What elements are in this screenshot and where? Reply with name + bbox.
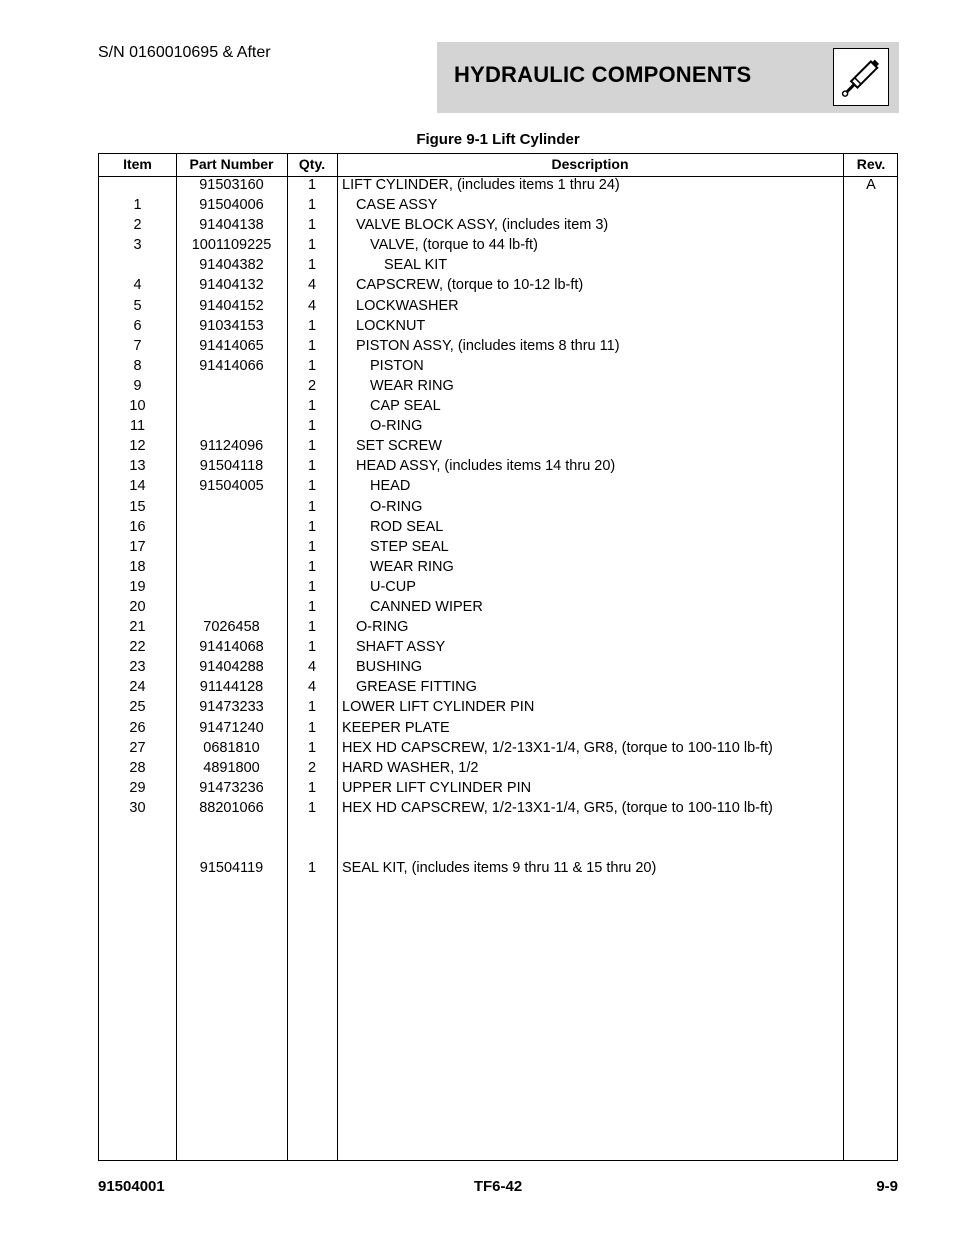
- table-row: [99, 476, 897, 496]
- cell-description: WEAR RING: [370, 377, 454, 394]
- cell-description: VALVE, (torque to 44 lb-ft): [370, 237, 538, 254]
- cell-part-number: 0681810: [203, 739, 260, 756]
- cell-description: LOCKWASHER: [356, 297, 459, 314]
- column-header-part-number: Part Number: [189, 156, 274, 172]
- footer-part-number: 91504001: [98, 1178, 165, 1195]
- cell-part-number: 91144128: [199, 679, 264, 696]
- table-row: [99, 436, 897, 456]
- cell-qty: 1: [307, 458, 317, 475]
- cell-qty: 1: [307, 639, 317, 656]
- table-row: [99, 818, 897, 838]
- cell-part-number: 91404382: [199, 257, 264, 274]
- cell-description: HARD WASHER, 1/2: [342, 759, 479, 776]
- cell-part-number: 91404152: [199, 297, 264, 314]
- cell-description: U-CUP: [370, 578, 416, 595]
- cell-qty: 1: [307, 719, 317, 736]
- cell-description: SHAFT ASSY: [356, 639, 446, 656]
- cell-description: UPPER LIFT CYLINDER PIN: [342, 779, 532, 796]
- cell-part-number: 91034153: [199, 317, 264, 334]
- section-banner: [437, 42, 899, 113]
- cell-part-number: 1001109225: [191, 237, 272, 254]
- table-row: [99, 637, 897, 657]
- footer-page-number: 9-9: [876, 1178, 898, 1195]
- cell-qty: 1: [307, 177, 317, 193]
- cell-qty: 1: [307, 197, 317, 214]
- cell-qty: 1: [307, 257, 317, 274]
- cell-qty: 1: [307, 598, 317, 615]
- cell-part-number: 91504006: [199, 197, 264, 214]
- cell-part-number: 91503160: [199, 177, 264, 193]
- table-row: [99, 416, 897, 436]
- cell-item: 10: [129, 398, 146, 415]
- cell-item: 3: [133, 237, 142, 254]
- table-row: [99, 657, 897, 677]
- cell-description: HEAD ASSY, (includes items 14 thru 20): [356, 458, 616, 475]
- cell-description: KEEPER PLATE: [342, 719, 450, 736]
- cell-description: SET SCREW: [356, 438, 442, 455]
- cell-item: 9: [133, 377, 142, 394]
- cell-description: VALVE BLOCK ASSY, (includes item 3): [356, 217, 609, 234]
- table-row: [99, 255, 897, 275]
- cell-qty: 1: [307, 337, 317, 354]
- cell-description: CANNED WIPER: [370, 598, 483, 615]
- table-row: [99, 557, 897, 577]
- cell-part-number: 91404288: [199, 659, 264, 676]
- cell-item: 20: [129, 598, 146, 615]
- cell-qty: 1: [307, 739, 317, 756]
- cell-description: ROD SEAL: [370, 518, 444, 535]
- table-row: [99, 597, 897, 617]
- cell-description: CAPSCREW, (torque to 10-12 lb-ft): [356, 277, 584, 294]
- cell-description: BUSHING: [356, 659, 423, 676]
- table-row: [99, 336, 897, 356]
- table-row: [99, 275, 897, 295]
- cell-qty: 1: [307, 418, 317, 435]
- cell-item: 18: [129, 558, 146, 575]
- cell-item: 21: [129, 619, 146, 636]
- cell-description: O-RING: [356, 619, 409, 636]
- cell-qty: 1: [307, 578, 317, 595]
- cell-qty: 1: [307, 217, 317, 234]
- table-row: [99, 456, 897, 476]
- column-header-description: Description: [551, 156, 629, 172]
- cell-rev: A: [866, 177, 876, 193]
- cell-description: WEAR RING: [370, 558, 454, 575]
- cell-part-number: 4891800: [203, 759, 260, 776]
- cell-description: PISTON ASSY, (includes items 8 thru 11): [356, 337, 620, 354]
- table-row: [99, 798, 897, 818]
- table-row: [99, 577, 897, 597]
- table-row: [99, 376, 897, 396]
- cell-qty: 1: [307, 518, 317, 535]
- table-row: [99, 677, 897, 697]
- column-header-item: Item: [123, 156, 152, 172]
- cell-qty: 1: [307, 237, 317, 254]
- cell-qty: 1: [307, 438, 317, 455]
- cell-item: 8: [133, 357, 142, 374]
- cell-qty: 1: [307, 357, 317, 374]
- table-row: [99, 718, 897, 738]
- table-row: [99, 697, 897, 717]
- table-row: [99, 758, 897, 778]
- table-row: [99, 858, 897, 878]
- cell-item: 16: [129, 518, 146, 535]
- cell-part-number: 91414066: [199, 357, 264, 374]
- cell-item: 14: [129, 478, 146, 495]
- cell-part-number: 88201066: [199, 799, 264, 816]
- table-row: [99, 356, 897, 376]
- cell-qty: 1: [307, 398, 317, 415]
- cell-description: HEX HD CAPSCREW, 1/2-13X1-1/4, GR5, (torque to 100-110 lb-ft): [342, 799, 773, 816]
- cell-item: 23: [129, 659, 146, 676]
- cell-qty: 4: [307, 277, 317, 294]
- cell-qty: 1: [307, 478, 317, 495]
- cell-qty: 1: [307, 498, 317, 515]
- table-row: [99, 195, 897, 215]
- cell-qty: 1: [307, 860, 317, 877]
- table-row: [99, 738, 897, 758]
- cell-qty: 1: [307, 779, 317, 796]
- table-row: [99, 235, 897, 255]
- cell-description: LIFT CYLINDER, (includes items 1 thru 24): [342, 177, 620, 193]
- cell-description: SEAL KIT, (includes items 9 thru 11 & 15 thru 20): [342, 860, 657, 877]
- cell-qty: 1: [307, 619, 317, 636]
- section-title: HYDRAULIC COMPONENTS: [454, 62, 752, 87]
- cell-description: O-RING: [370, 498, 423, 515]
- cell-description: SEAL KIT: [384, 257, 448, 274]
- cell-part-number: 7026458: [203, 619, 260, 636]
- cell-item: 19: [129, 578, 146, 595]
- table-row: [99, 296, 897, 316]
- cell-description: GREASE FITTING: [356, 679, 477, 696]
- table-row: [99, 175, 897, 195]
- cell-item: 11: [129, 418, 146, 435]
- column-header-rev: Rev.: [856, 156, 886, 172]
- cell-item: 30: [129, 799, 146, 816]
- table-row: [99, 215, 897, 235]
- cell-description: HEX HD CAPSCREW, 1/2-13X1-1/4, GR8, (torque to 100-110 lb-ft): [342, 739, 773, 756]
- cell-qty: 2: [307, 759, 317, 776]
- cell-qty: 1: [307, 699, 317, 716]
- cell-item: 5: [133, 297, 142, 314]
- cell-part-number: 91414065: [199, 337, 264, 354]
- cell-part-number: 91414068: [199, 639, 264, 656]
- cell-qty: 4: [307, 679, 317, 696]
- cell-description: O-RING: [370, 418, 423, 435]
- cell-qty: 1: [307, 558, 317, 575]
- cell-part-number: 91404138: [199, 217, 264, 234]
- cell-description: CASE ASSY: [356, 197, 438, 214]
- cell-description: PISTON: [370, 357, 424, 374]
- cell-item: 22: [129, 639, 146, 656]
- cell-part-number: 91473233: [199, 699, 264, 716]
- table-row: [99, 497, 897, 517]
- table-row: [99, 778, 897, 798]
- cell-item: 2: [133, 217, 142, 234]
- cell-part-number: 91473236: [199, 779, 264, 796]
- table-row: [99, 517, 897, 537]
- cell-part-number: 91504005: [199, 478, 264, 495]
- cell-item: 1: [133, 197, 142, 214]
- cell-item: 7: [133, 337, 142, 354]
- serial-number: S/N 0160010695 & After: [98, 44, 271, 61]
- table-row: [99, 617, 897, 637]
- cell-part-number: 91504119: [199, 860, 264, 877]
- cell-item: 4: [133, 277, 142, 294]
- table-row: [99, 396, 897, 416]
- cell-description: STEP SEAL: [370, 538, 449, 555]
- cell-item: 6: [133, 317, 142, 334]
- cell-item: 12: [129, 438, 146, 455]
- cell-qty: 1: [307, 799, 317, 816]
- cell-description: CAP SEAL: [370, 398, 441, 415]
- cell-qty: 2: [307, 377, 317, 394]
- table-row: [99, 537, 897, 557]
- cell-qty: 4: [307, 659, 317, 676]
- cell-qty: 4: [307, 297, 317, 314]
- cell-item: 13: [129, 458, 146, 475]
- cell-item: 28: [129, 759, 146, 776]
- cell-part-number: 91504118: [199, 458, 264, 475]
- cell-description: HEAD: [370, 478, 411, 495]
- table-row: [99, 838, 897, 858]
- cell-qty: 1: [307, 317, 317, 334]
- cell-part-number: 91404132: [199, 277, 264, 294]
- hydraulic-cylinder-icon: [833, 48, 889, 106]
- cell-part-number: 91471240: [199, 719, 264, 736]
- cell-description: LOCKNUT: [356, 317, 426, 334]
- parts-table: [98, 153, 898, 1161]
- cell-part-number: 91124096: [199, 438, 264, 455]
- cell-description: LOWER LIFT CYLINDER PIN: [342, 699, 535, 716]
- cell-item: 29: [129, 779, 146, 796]
- cell-item: 24: [129, 679, 146, 696]
- cell-item: 25: [129, 699, 146, 716]
- cell-item: 26: [129, 719, 146, 736]
- cell-item: 15: [129, 498, 146, 515]
- column-header-qty: Qty.: [298, 156, 326, 172]
- table-row: [99, 316, 897, 336]
- table-body: [99, 175, 897, 878]
- cell-qty: 1: [307, 538, 317, 555]
- figure-title: Figure 9-1 Lift Cylinder: [416, 131, 580, 148]
- cell-item: 17: [129, 538, 146, 555]
- cell-item: 27: [129, 739, 146, 756]
- footer-model: TF6-42: [473, 1178, 523, 1195]
